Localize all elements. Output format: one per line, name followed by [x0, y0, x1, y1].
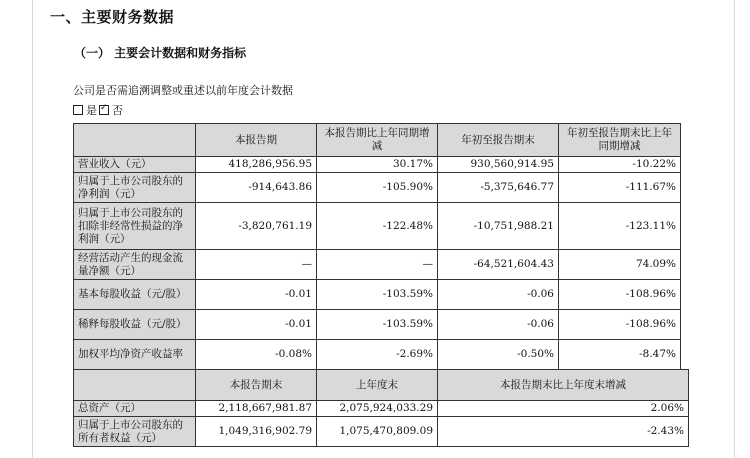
row-label: 总资产（元） — [74, 401, 196, 417]
financial-indicators-table — [73, 123, 681, 370]
table-cell: 2,075,924,033.29 — [317, 401, 438, 417]
section-title: 一、主要财务数据 — [50, 8, 175, 26]
table-cell: -0.01 — [196, 280, 317, 310]
page-right-edge — [734, 0, 735, 458]
header-cell — [74, 124, 196, 157]
restate-choice — [73, 102, 123, 118]
table-cell: -103.59% — [317, 280, 438, 310]
table-cell: -0.50% — [438, 340, 559, 370]
table-header-row — [74, 370, 689, 401]
table-cell: -105.90% — [317, 173, 438, 203]
table-row — [74, 250, 681, 280]
table-cell: -108.96% — [559, 310, 681, 340]
checkbox-no[interactable] — [99, 105, 109, 115]
header-cell: 年初至报告期末 — [438, 124, 559, 157]
table-cell: -0.06 — [438, 310, 559, 340]
table-cell: 418,286,956.95 — [196, 157, 317, 173]
table-cell: 74.09% — [559, 250, 681, 280]
table-cell: — — [317, 250, 438, 280]
header-cell — [74, 370, 196, 401]
table-row — [74, 173, 681, 203]
header-cell: 本报告期比上年同期增减 — [317, 124, 438, 157]
table-cell: -8.47% — [559, 340, 681, 370]
header-cell: 本报告期末 — [196, 370, 317, 401]
table-row — [74, 340, 681, 370]
table-cell: -0.08% — [196, 340, 317, 370]
table-cell: -64,521,604.43 — [438, 250, 559, 280]
row-label: 基本每股收益（元/股） — [74, 280, 196, 310]
table-cell: 1,075,470,809.09 — [317, 417, 438, 447]
table-cell: -2.43% — [438, 417, 689, 447]
table-cell: -3,820,761.19 — [196, 203, 317, 250]
table-row — [74, 157, 681, 173]
table-cell: -123.11% — [559, 203, 681, 250]
table-cell: -108.96% — [559, 280, 681, 310]
balance-sheet-table — [73, 369, 689, 447]
header-cell: 本报告期 — [196, 124, 317, 157]
table-cell: 2,118,667,981.87 — [196, 401, 317, 417]
table-cell: 1,049,316,902.79 — [196, 417, 317, 447]
row-label: 归属于上市公司股东的净利润（元） — [74, 173, 196, 203]
table-row — [74, 280, 681, 310]
table-cell: — — [196, 250, 317, 280]
row-label: 归属于上市公司股东的所有者权益（元） — [74, 417, 196, 447]
table-cell: 30.17% — [317, 157, 438, 173]
table-cell: -0.06 — [438, 280, 559, 310]
row-label: 稀释每股收益（元/股） — [74, 310, 196, 340]
table-cell: -103.59% — [317, 310, 438, 340]
table-cell: -914,643.86 — [196, 173, 317, 203]
option-no-label: 否 — [112, 104, 123, 117]
table-cell: -0.01 — [196, 310, 317, 340]
table-row — [74, 203, 681, 250]
table-cell: 2.06% — [438, 401, 689, 417]
page-left-edge — [32, 0, 33, 458]
table-row — [74, 401, 689, 417]
checkbox-yes[interactable] — [73, 105, 83, 115]
table-row — [74, 310, 681, 340]
option-yes-label: 是 — [86, 104, 97, 117]
table-cell: -2.69% — [317, 340, 438, 370]
row-label: 经营活动产生的现金流量净额（元） — [74, 250, 196, 280]
header-cell: 本报告期末比上年度末增减 — [438, 370, 689, 401]
table-cell: -10.22% — [559, 157, 681, 173]
table-cell: 930,560,914.95 — [438, 157, 559, 173]
table-cell: -111.67% — [559, 173, 681, 203]
table-row — [74, 417, 689, 447]
table-cell: -10,751,988.21 — [438, 203, 559, 250]
header-cell: 上年度末 — [317, 370, 438, 401]
table-cell: -5,375,646.77 — [438, 173, 559, 203]
restate-question: 公司是否需追溯调整或重述以前年度会计数据 — [73, 84, 293, 97]
table-header-row — [74, 124, 681, 157]
row-label: 加权平均净资产收益率 — [74, 340, 196, 370]
table-cell: -122.48% — [317, 203, 438, 250]
row-label: 归属于上市公司股东的扣除非经常性损益的净利润（元） — [74, 203, 196, 250]
header-cell: 年初至报告期末比上年同期增减 — [559, 124, 681, 157]
subsection-title: （一） 主要会计数据和财务指标 — [74, 46, 247, 60]
row-label: 营业收入（元） — [74, 157, 196, 173]
